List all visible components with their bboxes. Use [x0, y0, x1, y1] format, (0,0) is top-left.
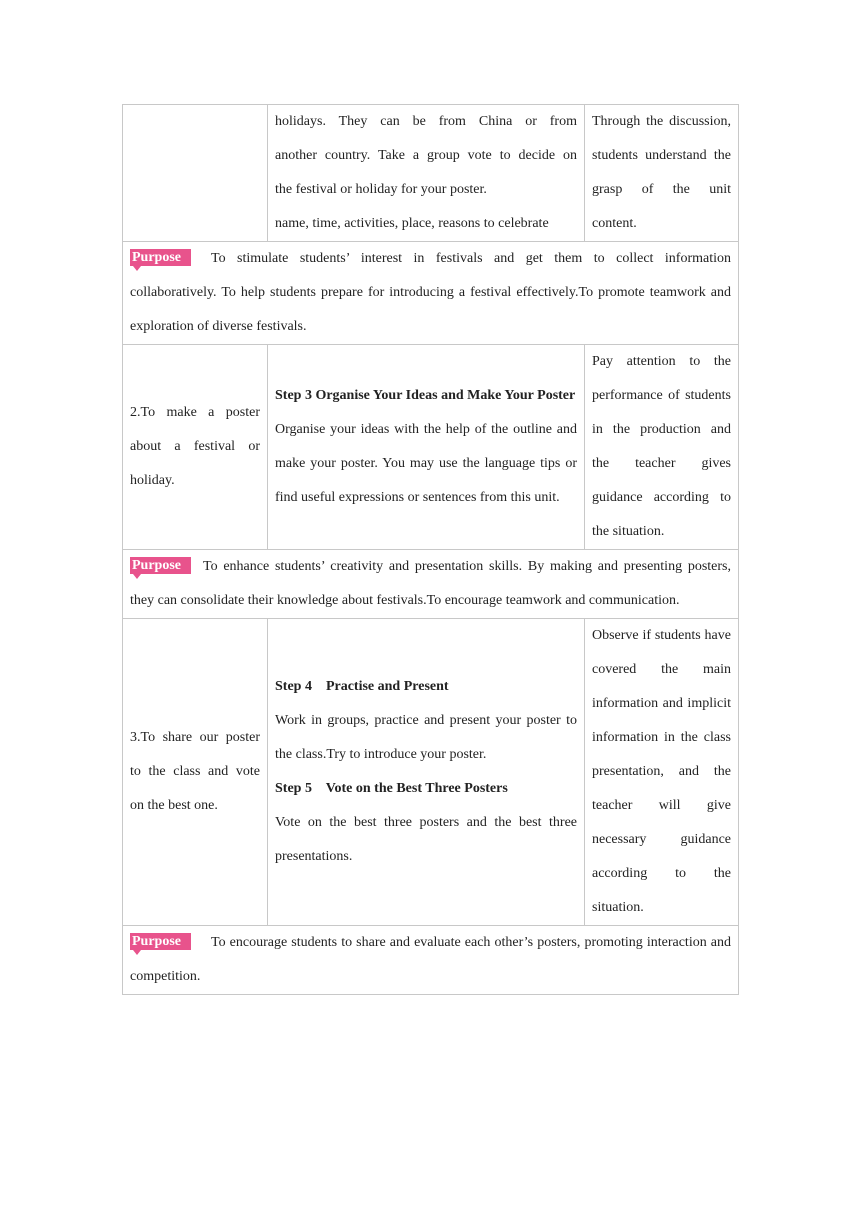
purpose-row [123, 550, 739, 619]
step-title: Step 3 Organise Your Ideas and Make Your Poster [275, 388, 576, 403]
assessment-cell [585, 619, 739, 926]
assessment-text: Through the discussion, students understand the grasp of the unit content. [592, 114, 731, 231]
assessment-text: Observe if students have covered the main information and implicit information in the class presentation, and the teacher will give necessary guidance according to the situation. [592, 628, 731, 915]
step-title: Step 4 Practise and Present [275, 679, 449, 694]
assessment-text: Pay attention to the performance of students in the production and the teacher gives guidance according to the situation. [592, 354, 731, 539]
purpose-tag: Purpose [130, 933, 191, 950]
objective-text: 3.To share our poster to the class and vote on the best one. [130, 730, 260, 813]
purpose-row [123, 926, 739, 995]
activity-line: holidays. They can be from China or from [275, 114, 577, 129]
table-row [123, 105, 739, 242]
activity-line: another country. Take a group vote to decide on [275, 148, 577, 163]
assessment-cell [585, 105, 739, 242]
activity-line: name, time, activities, place, reasons to celebrate [275, 216, 549, 231]
purpose-tag: Purpose [130, 249, 191, 266]
table-row [123, 619, 739, 926]
purpose-cell [123, 550, 739, 619]
lesson-plan-table [122, 104, 739, 995]
objective-cell [123, 345, 268, 550]
purpose-row [123, 242, 739, 345]
table-row [123, 345, 739, 550]
purpose-text: To encourage students to share and evaluate each other’s posters, promoting interaction and competition. [130, 935, 731, 984]
step-body: Vote on the best three posters and the best three presentations. [275, 815, 577, 864]
step-body: Work in groups, practice and present your poster to the class.Try to introduce your poster. [275, 713, 577, 762]
activity-cell [268, 345, 585, 550]
purpose-tag: Purpose [130, 557, 191, 574]
activity-cell [268, 105, 585, 242]
step-title: Step 5 Vote on the Best Three Posters [275, 781, 508, 796]
purpose-cell [123, 926, 739, 995]
step-body: Organise your ideas with the help of the outline and make your poster. You may use the language tips or find useful expressions or sentences from this unit. [275, 422, 577, 505]
purpose-text: To stimulate students’ interest in festivals and get them to collect information collaboratively. To help students prepare for introducing a festival effectively.To promote teamwork and exploration of diverse festivals. [130, 251, 731, 334]
purpose-text: To enhance students’ creativity and presentation skills. By making and presenting posters, they can consolidate their knowledge about festivals.To encourage teamwork and communication. [130, 559, 731, 608]
objective-cell [123, 619, 268, 926]
purpose-cell [123, 242, 739, 345]
objective-text: 2.To make a poster about a festival or holiday. [130, 405, 260, 488]
assessment-cell [585, 345, 739, 550]
activity-line: the festival or holiday for your poster. [275, 182, 487, 197]
activity-cell [268, 619, 585, 926]
objective-cell [123, 105, 268, 242]
